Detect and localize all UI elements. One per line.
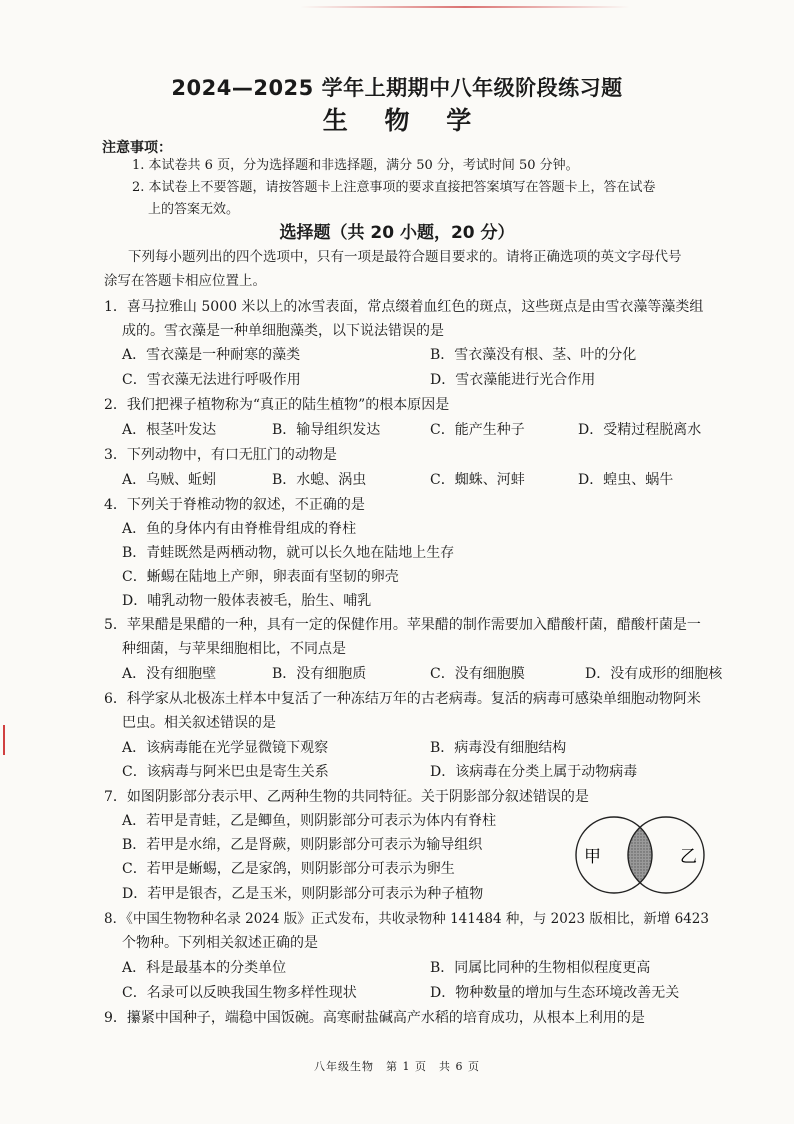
question-1-option-d: D．雪衣藻能进行光合作用	[430, 372, 596, 388]
question-5-line-2: 种细菌，与苹果细胞相比，不同点是	[122, 641, 346, 657]
question-7-line-1: 7．如图阴影部分表示甲、乙两种生物的共同特征。关于阴影部分叙述错误的是	[104, 789, 589, 805]
question-3-option-a: A．乌贼、蚯蚓	[122, 472, 217, 488]
question-5-option-b: B．没有细胞质	[272, 666, 367, 682]
question-6-option-d: D．该病毒在分类上属于动物病毒	[430, 764, 638, 780]
question-3-option-c: C．蜘蛛、河蚌	[430, 472, 525, 488]
question-3-option-d: D．蝗虫、蜗牛	[578, 472, 674, 488]
question-4-option-c: C．蜥蜴在陆地上产卵，卵表面有坚韧的卵壳	[122, 569, 399, 585]
question-7-option-d: D．若甲是银杏，乙是玉米，则阴影部分可表示为种子植物	[122, 886, 484, 902]
venn-diagram	[562, 815, 718, 895]
question-6-option-b: B．病毒没有细胞结构	[430, 740, 567, 756]
question-7-option-a: A．若甲是青蛙，乙是鲫鱼，则阴影部分可表示为体内有脊柱	[122, 813, 497, 829]
question-8-option-a: A．科是最基本的分类单位	[122, 960, 287, 976]
question-1-line-1: 1．喜马拉雅山 5000 米以上的冰雪表面，常点缀着血红色的斑点，这些斑点是由雪衣藻等藻类组	[104, 299, 704, 315]
question-2-option-b: B．输导组织发达	[272, 422, 381, 438]
question-6-option-a: A．该病毒能在光学显微镜下观察	[122, 740, 329, 756]
question-7-option-c: C．若甲是蜥蜴，乙是家鸽，则阴影部分可表示为卵生	[122, 861, 455, 877]
venn-right-label: 乙	[680, 847, 697, 867]
question-3-line-1: 3．下列动物中，有口无肛门的动物是	[104, 447, 337, 463]
question-1-option-a: A．雪衣藻是一种耐寒的藻类	[122, 347, 301, 363]
question-9-line-1: 9．攥紧中国种子，端稳中国饭碗。高寒耐盐碱高产水稻的培育成功，从根本上利用的是	[104, 1010, 645, 1026]
notice-item-1: 1. 本试卷共 6 页，分为选择题和非选择题，满分 50 分，考试时间 50 分钟。	[132, 158, 579, 173]
question-4-line-1: 4．下列关于脊椎动物的叙述，不正确的是	[104, 497, 365, 513]
question-4-option-b: B．青蛙既然是两栖动物，就可以长久地在陆地上生存	[122, 545, 455, 561]
subject-title: 生 物 学	[322, 106, 486, 135]
question-5-line-1: 5．苹果醋是果醋的一种，具有一定的保健作用。苹果醋的制作需要加入醋酸杆菌，醋酸杆菌是一	[104, 617, 701, 633]
section-heading: 选择题（共 20 小题，20 分）	[279, 223, 515, 243]
question-5-option-a: A．没有细胞壁	[122, 666, 217, 682]
question-8-option-d: D．物种数量的增加与生态环境改善无关	[430, 985, 680, 1001]
notice-heading: 注意事项：	[102, 140, 172, 156]
question-6-option-c: C．该病毒与阿米巴虫是寄生关系	[122, 764, 329, 780]
margin-red-mark	[3, 725, 5, 755]
question-7-option-b: B．若甲是水绵，乙是肾蕨，则阴影部分可表示为输导组织	[122, 837, 483, 853]
exam-title: 2024—2025 学年上期期中八年级阶段练习题	[171, 76, 623, 100]
question-1-option-c: C．雪衣藻无法进行呼吸作用	[122, 372, 301, 388]
venn-left-label: 甲	[584, 847, 601, 867]
question-2-line-1: 2．我们把裸子植物称为“真正的陆生植物”的根本原因是	[104, 397, 450, 413]
question-8-option-c: C．名录可以反映我国生物多样性现状	[122, 985, 357, 1001]
question-3-option-b: B．水螅、涡虫	[272, 472, 367, 488]
question-4-option-a: A．鱼的身体内有由脊椎骨组成的脊柱	[122, 521, 357, 537]
question-4-option-d: D．哺乳动物一般体表被毛，胎生、哺乳	[122, 593, 372, 609]
question-8-line-1: 8．《中国生物物种名录 2024 版》正式发布，共收录物种 141484 种，与 2023 版相比，新增 6423	[104, 911, 709, 927]
question-6-line-2: 巴虫。相关叙述错误的是	[122, 715, 276, 731]
page-footer: 八年级生物 第 1 页 共 6 页	[314, 1060, 480, 1073]
question-8-option-b: B．同属比同种的生物相似程度更高	[430, 960, 651, 976]
question-5-option-d: D．没有成形的细胞核	[585, 666, 723, 682]
question-2-option-c: C．能产生种子	[430, 422, 525, 438]
question-1-option-b: B．雪衣藻没有根、茎、叶的分化	[430, 347, 637, 363]
notice-item-2-line-1: 2. 本试卷上不要答题，请按答题卡上注意事项的要求直接把答案填写在答题卡上，答在试卷	[132, 180, 656, 195]
question-6-line-1: 6．科学家从北极冻土样本中复活了一种冻结万年的古老病毒。复活的病毒可感染单细胞动物阿米	[104, 691, 701, 707]
top-red-rule	[300, 6, 630, 8]
question-1-line-2: 成的。雪衣藻是一种单细胞藻类，以下说法错误的是	[122, 323, 444, 339]
section-intro-line-2: 涂写在答题卡相应位置上。	[104, 273, 266, 289]
question-5-option-c: C．没有细胞膜	[430, 666, 525, 682]
question-2-option-a: A．根茎叶发达	[122, 422, 217, 438]
section-intro-line-1: 下列每小题列出的四个选项中，只有一项是最符合题目要求的。请将正确选项的英文字母代号	[128, 249, 682, 265]
question-2-option-d: D．受精过程脱离水	[578, 422, 702, 438]
question-8-line-2: 个物种。下列相关叙述正确的是	[122, 935, 318, 951]
notice-item-2-line-2: 上的答案无效。	[148, 202, 240, 217]
